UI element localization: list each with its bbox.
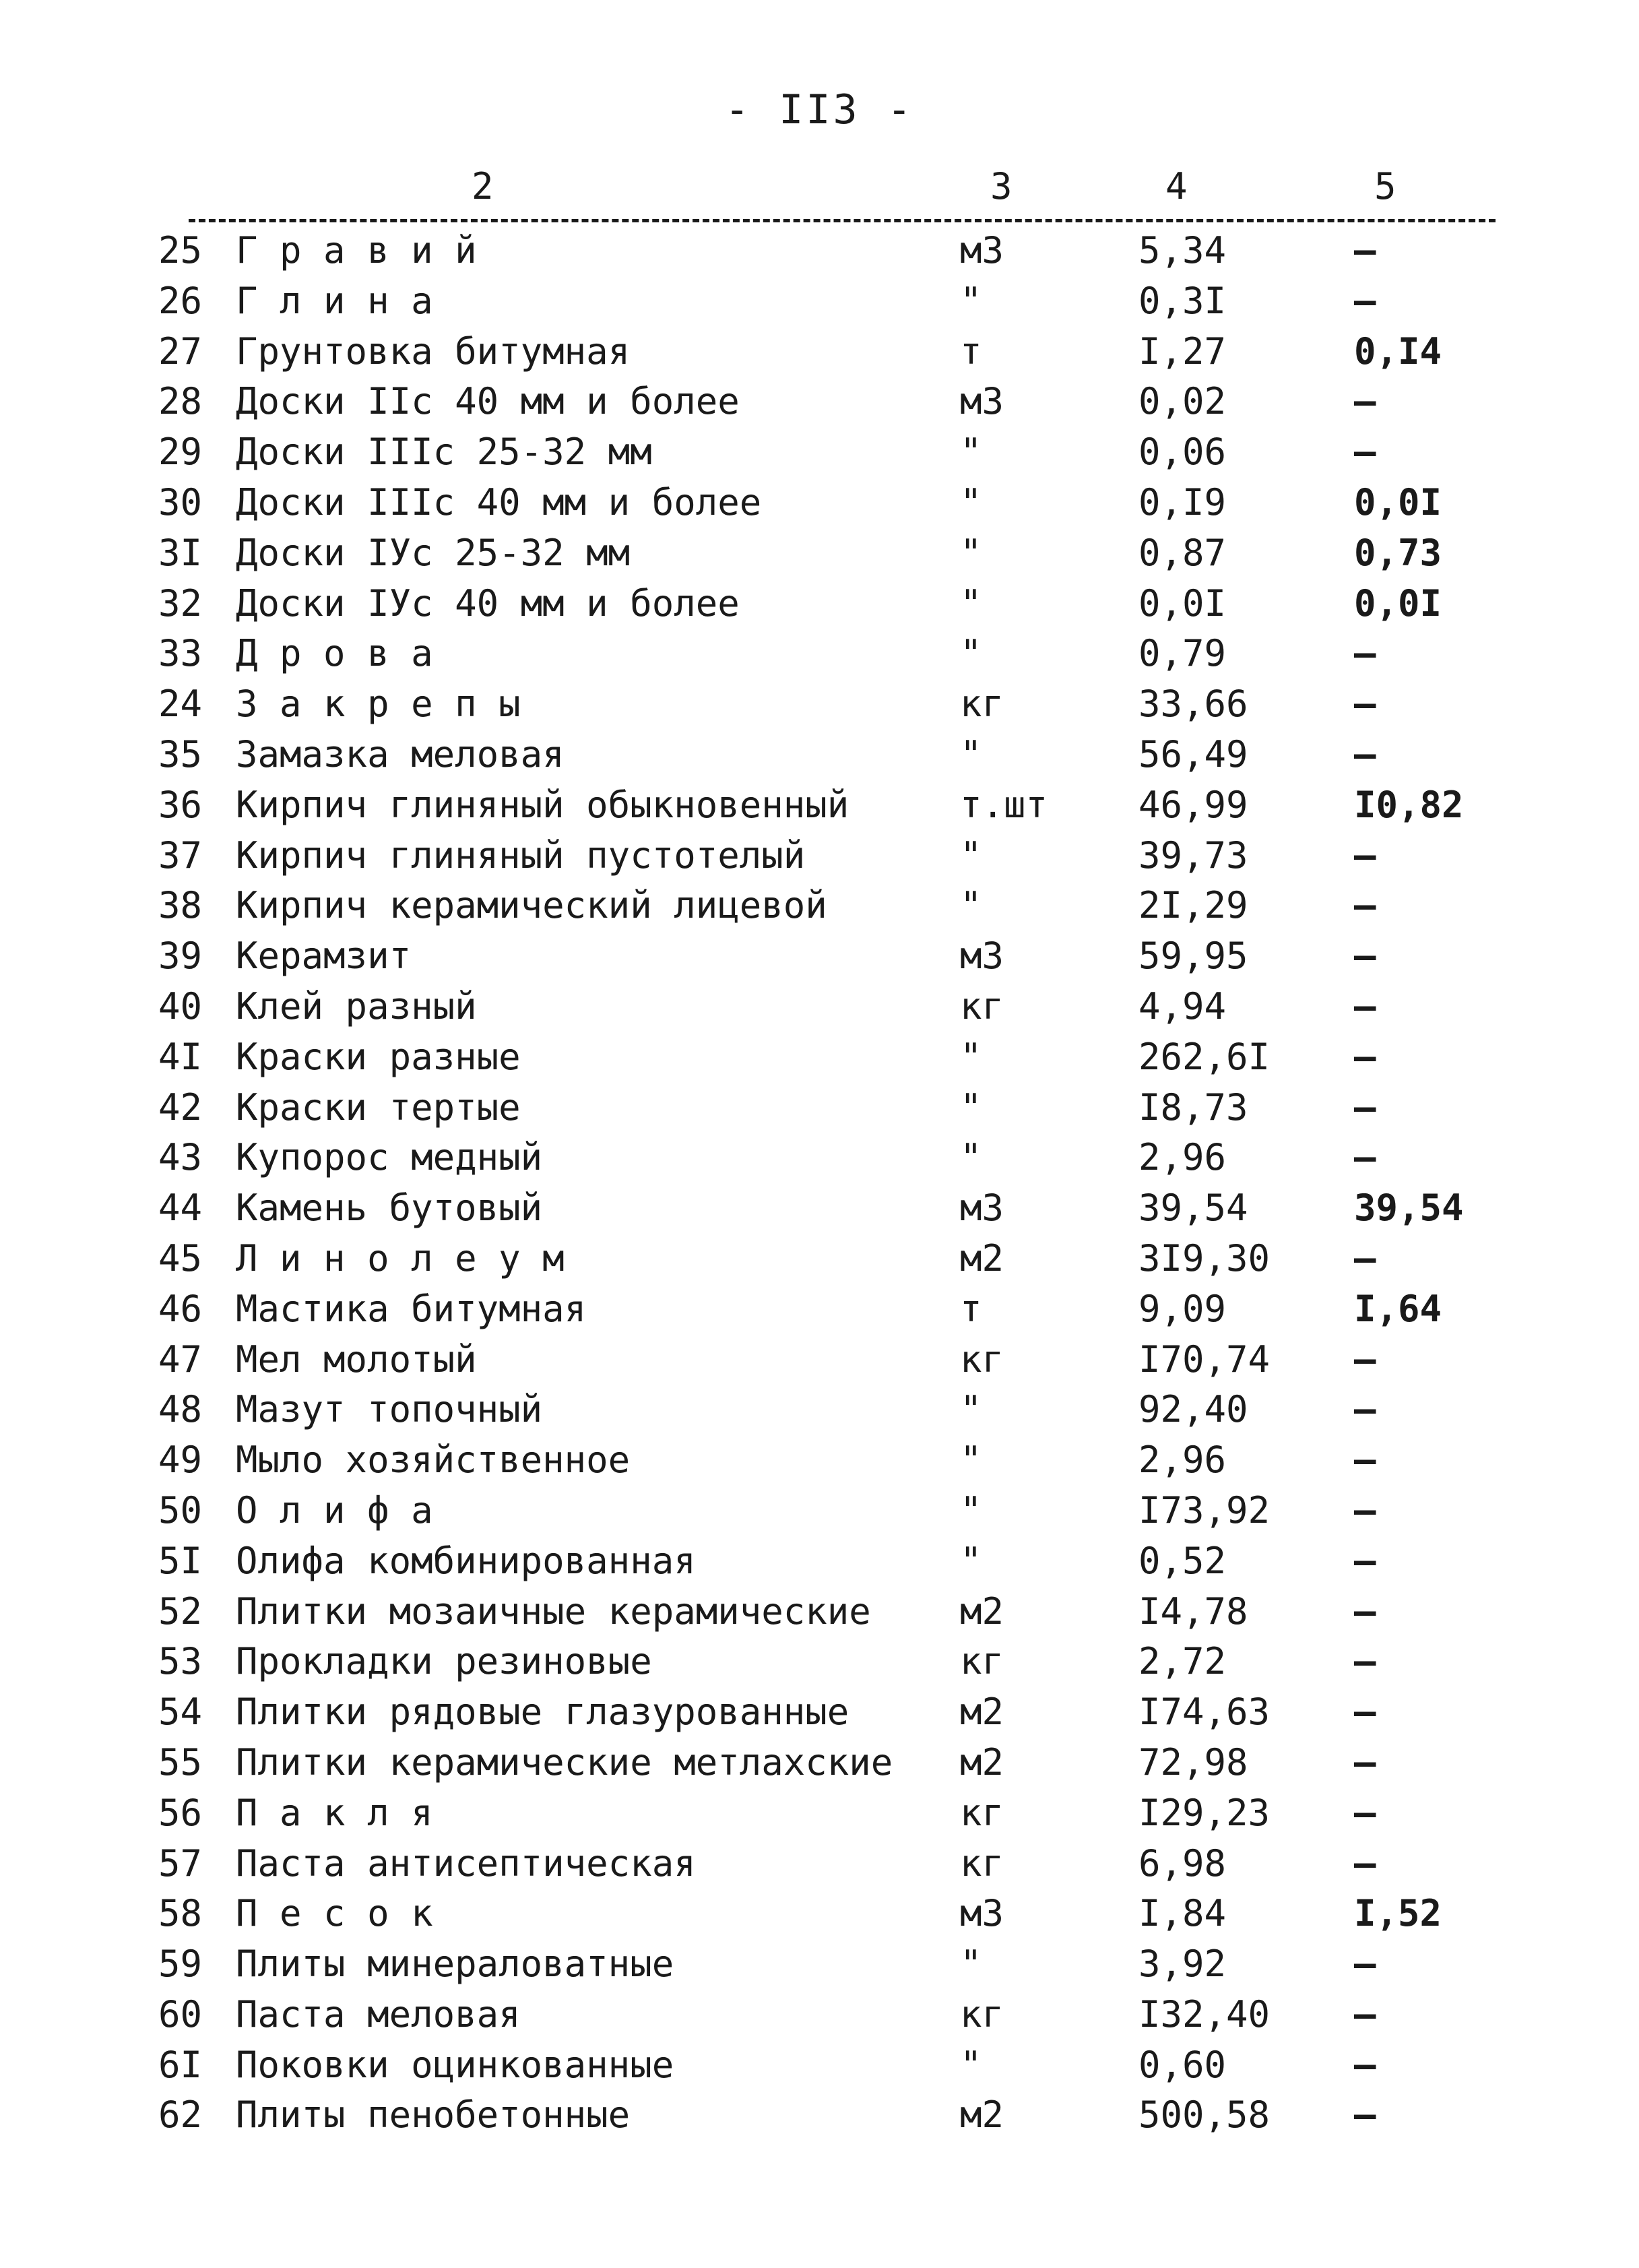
column-5-value: – [1354,1740,1376,1784]
column-header-3: 3 [990,165,1013,208]
unit: м3 [960,1892,1004,1935]
material-name: Кирпич глиняный пустотелый [236,833,806,877]
column-5-value: – [1354,1791,1376,1834]
quantity: 2,96 [1138,1136,1227,1179]
quantity: 46,99 [1138,783,1248,826]
material-name: Краски тертые [236,1085,521,1129]
table-row [0,1637,1639,1687]
unit: " [960,1035,982,1078]
material-name: Доски IIIс 40 мм и более [236,480,762,524]
row-number: 53 [158,1640,202,1683]
column-header-4: 4 [1165,165,1188,208]
row-number: 44 [158,1187,202,1230]
row-number: 33 [158,632,202,675]
column-5-value: – [1354,1640,1376,1683]
column-5-value: – [1354,279,1376,322]
material-name: Мазут топочный [236,1388,543,1431]
row-number: 45 [158,1236,202,1280]
unit: м2 [960,2093,1004,2137]
material-name: П е с о к [236,1892,433,1935]
column-5-value: – [1354,884,1376,927]
unit: кг [960,1992,1004,2036]
unit: " [960,581,982,625]
material-name: Замазка меловая [236,732,565,776]
table-row [0,427,1639,478]
material-name: Паста антисептическая [236,1841,696,1885]
quantity: 6,98 [1138,1841,1227,1885]
column-5-value: – [1354,683,1376,726]
quantity: 4,94 [1138,984,1227,1028]
quantity: I74,63 [1138,1691,1271,1734]
row-number: 47 [158,1337,202,1381]
column-5-value: – [1354,1539,1376,1582]
unit: " [960,884,982,927]
column-5-value: – [1354,1589,1376,1633]
table-row [0,1738,1639,1788]
material-name: Грунтовка битумная [236,329,631,373]
table-row [0,276,1639,327]
quantity: 0,0I [1138,581,1227,625]
unit: кг [960,1640,1004,1683]
unit: м2 [960,1589,1004,1633]
table-row [0,1687,1639,1738]
table-row [0,1990,1639,2040]
row-number: 42 [158,1085,202,1129]
table-row [0,1335,1639,1385]
quantity: 0,60 [1138,2043,1227,2086]
column-5-value: 0,0I [1354,480,1442,524]
row-number: 56 [158,1791,202,1834]
unit: " [960,632,982,675]
table-row [0,881,1639,931]
material-name: Доски IУс 40 мм и более [236,581,740,625]
quantity: 9,09 [1138,1287,1227,1330]
unit: " [960,431,982,474]
row-number: 6I [158,2043,202,2086]
table-row [0,679,1639,730]
unit: " [960,279,982,322]
column-5-value: – [1354,1439,1376,1482]
unit: " [960,833,982,877]
quantity: 2,96 [1138,1439,1227,1482]
column-header-5: 5 [1374,165,1396,208]
unit: м2 [960,1740,1004,1784]
materials-table [0,226,1639,2141]
quantity: 33,66 [1138,683,1248,726]
unit: " [960,1388,982,1431]
quantity: 500,58 [1138,2093,1271,2137]
quantity: 3I9,30 [1138,1236,1271,1280]
unit: м2 [960,1236,1004,1280]
material-name: Г р а в и й [236,229,477,272]
quantity: 262,6I [1138,1035,1271,1078]
material-name: Мыло хозяйственное [236,1439,631,1482]
quantity: 39,54 [1138,1187,1248,1230]
quantity: 0,79 [1138,632,1227,675]
table-row [0,1889,1639,1939]
material-name: Л и н о л е у м [236,1236,565,1280]
column-5-value: – [1354,431,1376,474]
table-row [0,1486,1639,1536]
material-name: Доски IУс 25-32 мм [236,531,631,574]
quantity: I,84 [1138,1892,1227,1935]
table-row [0,579,1639,629]
column-5-value: 0,0I [1354,581,1442,625]
unit: м3 [960,1187,1004,1230]
quantity: 2,72 [1138,1640,1227,1683]
column-5-value: I,64 [1354,1287,1442,1330]
quantity: 0,3I [1138,279,1227,322]
quantity: 3,92 [1138,1943,1227,1986]
unit: " [960,531,982,574]
row-number: 4I [158,1035,202,1078]
column-5-value: – [1354,632,1376,675]
row-number: 58 [158,1892,202,1935]
unit: м3 [960,380,1004,423]
table-row [0,982,1639,1032]
unit: кг [960,1841,1004,1885]
table-row [0,2090,1639,2141]
column-5-value: – [1354,1388,1376,1431]
table-row [0,730,1639,780]
unit: " [960,732,982,776]
table-row [0,528,1639,579]
table-header [189,165,1496,222]
material-name: Мел молотый [236,1337,477,1381]
row-number: 43 [158,1136,202,1179]
table-row [0,1536,1639,1587]
unit: т.шт [960,783,1048,826]
row-number: 38 [158,884,202,927]
material-name: Плитки мозаичные керамические [236,1589,871,1633]
row-number: 5I [158,1539,202,1582]
material-name: Краски разные [236,1035,521,1078]
row-number: 35 [158,732,202,776]
material-name: Доски IIс 40 мм и более [236,380,740,423]
row-number: 25 [158,229,202,272]
material-name: Камень бутовый [236,1187,543,1230]
unit: м3 [960,229,1004,272]
row-number: 46 [158,1287,202,1330]
page-number: - II3 - [725,86,914,133]
unit: кг [960,683,1004,726]
material-name: Д р о в а [236,632,433,675]
quantity: 39,73 [1138,833,1248,877]
unit: м3 [960,935,1004,978]
material-name: Плитки рядовые глазурованные [236,1691,849,1734]
material-name: Поковки оцинкованные [236,2043,674,2086]
unit: м2 [960,1691,1004,1734]
unit: кг [960,1791,1004,1834]
column-5-value: – [1354,1841,1376,1885]
row-number: 52 [158,1589,202,1633]
table-row [0,1234,1639,1284]
quantity: 0,52 [1138,1539,1227,1582]
row-number: 36 [158,783,202,826]
quantity: I70,74 [1138,1337,1271,1381]
row-number: 37 [158,833,202,877]
material-name: Кирпич глиняный обыкновенный [236,783,849,826]
table-row [0,1284,1639,1335]
column-5-value: – [1354,1085,1376,1129]
table-row [0,377,1639,427]
row-number: 60 [158,1992,202,2036]
column-5-value: – [1354,1236,1376,1280]
row-number: 32 [158,581,202,625]
column-5-value: – [1354,1035,1376,1078]
unit: " [960,1085,982,1129]
row-number: 24 [158,683,202,726]
unit: т [960,1287,982,1330]
row-number: 50 [158,1488,202,1532]
quantity: I8,73 [1138,1085,1248,1129]
column-5-value: – [1354,1992,1376,2036]
row-number: 49 [158,1439,202,1482]
row-number: 30 [158,480,202,524]
row-number: 3I [158,531,202,574]
column-5-value: – [1354,1943,1376,1986]
material-name: Плитки керамические метлахские [236,1740,893,1784]
material-name: Кирпич керамический лицевой [236,884,827,927]
material-name: Прокладки резиновые [236,1640,652,1683]
table-row [0,1788,1639,1839]
material-name: З а к р е п ы [236,683,521,726]
column-5-value: – [1354,1337,1376,1381]
unit: " [960,1943,982,1986]
column-5-value: – [1354,2093,1376,2137]
material-name: Г л и н а [236,279,433,322]
table-row [0,1032,1639,1083]
unit: " [960,1539,982,1582]
quantity: I,27 [1138,329,1227,373]
quantity: 0,06 [1138,431,1227,474]
quantity: 59,95 [1138,935,1248,978]
column-5-value: – [1354,380,1376,423]
column-5-value: I,52 [1354,1892,1442,1935]
material-name: Купорос медный [236,1136,543,1179]
row-number: 40 [158,984,202,1028]
column-5-value: – [1354,1136,1376,1179]
row-number: 54 [158,1691,202,1734]
quantity: 0,02 [1138,380,1227,423]
table-row [0,1839,1639,1889]
quantity: 92,40 [1138,1388,1248,1431]
unit: " [960,1488,982,1532]
column-header-2: 2 [472,165,494,208]
unit: кг [960,984,1004,1028]
material-name: Олифа комбинированная [236,1539,696,1582]
table-row [0,831,1639,881]
table-row [0,226,1639,276]
row-number: 29 [158,431,202,474]
material-name: П а к л я [236,1791,433,1834]
unit: т [960,329,982,373]
column-5-value: – [1354,935,1376,978]
table-row [0,1587,1639,1637]
row-number: 55 [158,1740,202,1784]
material-name: Керамзит [236,935,412,978]
column-5-value: 0,I4 [1354,329,1442,373]
table-row [0,2040,1639,2091]
table-row [0,629,1639,679]
column-5-value: – [1354,1691,1376,1734]
material-name: Паста меловая [236,1992,521,2036]
column-5-value: 39,54 [1354,1187,1464,1230]
quantity: 0,87 [1138,531,1227,574]
column-5-value: 0,73 [1354,531,1442,574]
row-number: 62 [158,2093,202,2137]
table-row [0,1385,1639,1435]
table-row [0,1183,1639,1234]
unit: " [960,480,982,524]
unit: " [960,1439,982,1482]
table-row [0,780,1639,831]
material-name: Клей разный [236,984,477,1028]
column-5-value: – [1354,1488,1376,1532]
quantity: 5,34 [1138,229,1227,272]
table-row [0,327,1639,377]
row-number: 39 [158,935,202,978]
material-name: Доски IIIс 25-32 мм [236,431,652,474]
quantity: I32,40 [1138,1992,1271,2036]
column-5-value: – [1354,229,1376,272]
column-5-value: I0,82 [1354,783,1464,826]
unit: " [960,1136,982,1179]
unit: " [960,2043,982,2086]
material-name: Плиты минераловатные [236,1943,674,1986]
column-5-value: – [1354,984,1376,1028]
quantity: I29,23 [1138,1791,1271,1834]
row-number: 26 [158,279,202,322]
material-name: Плиты пенобетонные [236,2093,631,2137]
table-row [0,1939,1639,1990]
material-name: Мастика битумная [236,1287,587,1330]
table-row [0,1083,1639,1133]
row-number: 48 [158,1388,202,1431]
table-row [0,931,1639,982]
table-row [0,1133,1639,1183]
quantity: 0,I9 [1138,480,1227,524]
column-5-value: – [1354,732,1376,776]
quantity: 72,98 [1138,1740,1248,1784]
quantity: I4,78 [1138,1589,1248,1633]
row-number: 57 [158,1841,202,1885]
table-row [0,1435,1639,1486]
quantity: 2I,29 [1138,884,1248,927]
row-number: 28 [158,380,202,423]
quantity: 56,49 [1138,732,1248,776]
row-number: 27 [158,329,202,373]
column-5-value: – [1354,833,1376,877]
unit: кг [960,1337,1004,1381]
row-number: 59 [158,1943,202,1986]
quantity: I73,92 [1138,1488,1271,1532]
column-5-value: – [1354,2043,1376,2086]
table-row [0,478,1639,528]
material-name: О л и ф а [236,1488,433,1532]
